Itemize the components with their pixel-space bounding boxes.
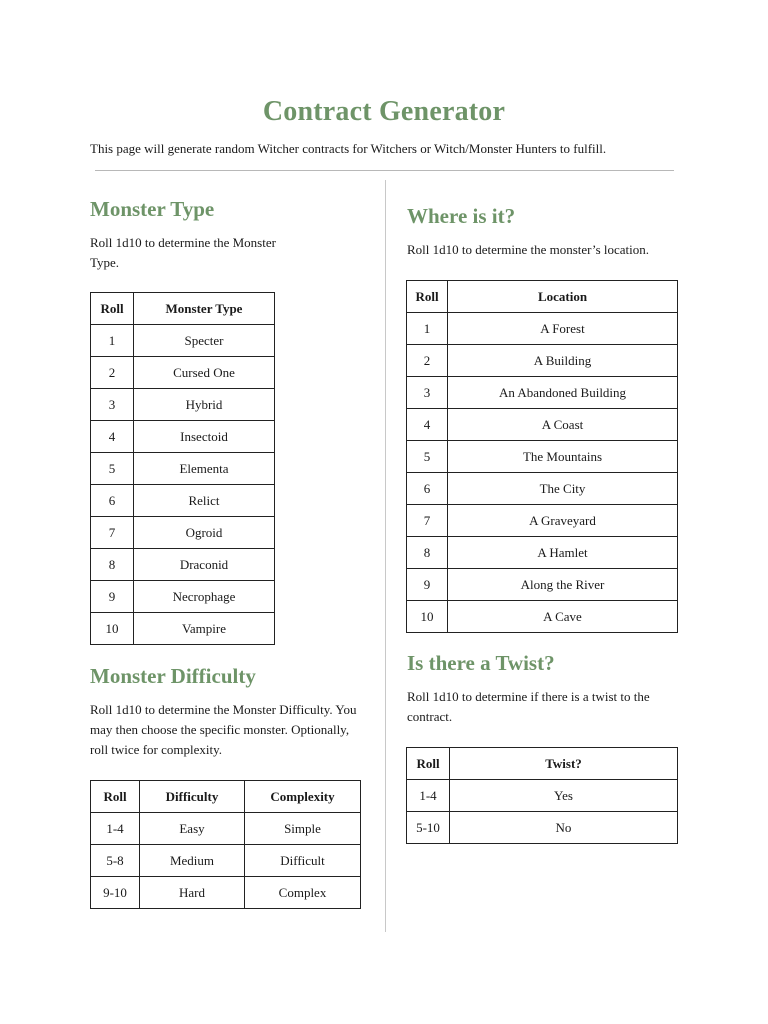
table-cell: 9-10 xyxy=(91,877,140,909)
table-cell: 9 xyxy=(91,581,134,613)
table-cell: A Coast xyxy=(448,409,678,441)
table-cell: Elementa xyxy=(134,453,275,485)
table-row xyxy=(91,613,275,645)
table-cell: Necrophage xyxy=(134,581,275,613)
table-row xyxy=(407,345,678,377)
column-header-location: Location xyxy=(448,281,678,313)
table-cell: A Graveyard xyxy=(448,505,678,537)
table-cell: Vampire xyxy=(134,613,275,645)
table-cell: 3 xyxy=(91,389,134,421)
table-cell: The Mountains xyxy=(448,441,678,473)
table-cell: A Cave xyxy=(448,601,678,633)
location-instructions: Roll 1d10 to determine the monster’s location. xyxy=(407,242,650,257)
table-row xyxy=(91,389,275,421)
table-cell: Ogroid xyxy=(134,517,275,549)
table-header-row xyxy=(91,781,361,813)
column-header-roll: Roll xyxy=(91,293,134,325)
table-row xyxy=(407,409,678,441)
header-divider xyxy=(95,170,674,171)
table-cell: A Building xyxy=(448,345,678,377)
table-cell: Simple xyxy=(245,813,361,845)
table-cell: 10 xyxy=(91,613,134,645)
table-cell: 9 xyxy=(407,569,448,601)
table-row xyxy=(91,549,275,581)
table-cell: 1-4 xyxy=(91,813,140,845)
page-title: Contract Generator xyxy=(262,96,506,127)
table-cell: A Forest xyxy=(448,313,678,345)
table-cell: Complex xyxy=(245,877,361,909)
twist-table xyxy=(406,747,678,844)
table-cell: 10 xyxy=(407,601,448,633)
column-header-roll: Roll xyxy=(91,781,140,813)
monster-type-instructions: Roll 1d10 to determine the Monster Type. xyxy=(90,235,276,270)
table-cell: 2 xyxy=(407,345,448,377)
table-cell: No xyxy=(450,812,678,844)
column-header-difficulty: Difficulty xyxy=(140,781,245,813)
column-header-complexity: Complexity xyxy=(245,781,361,813)
location-table xyxy=(406,280,678,633)
table-cell: Yes xyxy=(450,780,678,812)
table-cell: The City xyxy=(448,473,678,505)
table-cell: Relict xyxy=(134,485,275,517)
table-header-row xyxy=(407,281,678,313)
table-row xyxy=(407,780,678,812)
table-row xyxy=(407,505,678,537)
twist-instructions: Roll 1d10 to determine if there is a twist to the contract. xyxy=(407,689,650,724)
table-cell: Medium xyxy=(140,845,245,877)
table-header-row xyxy=(407,748,678,780)
table-row xyxy=(91,325,275,357)
table-cell: 8 xyxy=(407,537,448,569)
table-row xyxy=(407,569,678,601)
table-cell: Specter xyxy=(134,325,275,357)
table-row xyxy=(407,537,678,569)
table-cell: 7 xyxy=(91,517,134,549)
table-cell: 3 xyxy=(407,377,448,409)
table-row xyxy=(407,812,678,844)
table-row xyxy=(91,877,361,909)
table-cell: 2 xyxy=(91,357,134,389)
table-row xyxy=(91,813,361,845)
monster-difficulty-table xyxy=(90,780,361,909)
table-cell: 1 xyxy=(91,325,134,357)
table-cell: 1-4 xyxy=(407,780,450,812)
table-cell: Cursed One xyxy=(134,357,275,389)
table-cell: 5 xyxy=(407,441,448,473)
table-cell: Insectoid xyxy=(134,421,275,453)
table-cell: 8 xyxy=(91,549,134,581)
table-row xyxy=(91,581,275,613)
table-cell: 5-8 xyxy=(91,845,140,877)
table-row xyxy=(407,313,678,345)
table-cell: Difficult xyxy=(245,845,361,877)
table-row xyxy=(91,453,275,485)
monster-type-table xyxy=(90,292,275,645)
table-row xyxy=(91,357,275,389)
table-row xyxy=(91,421,275,453)
table-row xyxy=(91,845,361,877)
twist-heading: Is there a Twist? xyxy=(407,651,555,675)
intro-text: This page will generate random Witcher contracts for Witchers or Witch/Monster Hunters to fulfill. xyxy=(90,141,607,156)
location-heading: Where is it? xyxy=(407,204,516,228)
column-header-twist: Twist? xyxy=(450,748,678,780)
table-cell: 7 xyxy=(407,505,448,537)
table-row xyxy=(407,441,678,473)
table-row xyxy=(407,473,678,505)
table-cell: 4 xyxy=(91,421,134,453)
monster-difficulty-heading: Monster Difficulty xyxy=(90,664,256,688)
table-header-row xyxy=(91,293,275,325)
table-cell: Easy xyxy=(140,813,245,845)
monster-difficulty-instructions: Roll 1d10 to determine the Monster Difficulty. You may then choose the specific monster. Optionally, roll twice for complexity. xyxy=(90,702,357,757)
table-row xyxy=(407,377,678,409)
table-cell: 1 xyxy=(407,313,448,345)
table-cell: A Hamlet xyxy=(448,537,678,569)
table-cell: An Abandoned Building xyxy=(448,377,678,409)
table-cell: Hybrid xyxy=(134,389,275,421)
column-header-roll: Roll xyxy=(407,281,448,313)
table-row xyxy=(407,601,678,633)
column-divider xyxy=(385,180,386,932)
column-header-monster-type: Monster Type xyxy=(134,293,275,325)
table-row xyxy=(91,517,275,549)
table-cell: 6 xyxy=(407,473,448,505)
table-cell: 4 xyxy=(407,409,448,441)
monster-type-heading: Monster Type xyxy=(90,197,215,221)
table-cell: 5-10 xyxy=(407,812,450,844)
table-cell: 6 xyxy=(91,485,134,517)
table-row xyxy=(91,485,275,517)
table-cell: Draconid xyxy=(134,549,275,581)
table-cell: Along the River xyxy=(448,569,678,601)
column-header-roll: Roll xyxy=(407,748,450,780)
table-cell: Hard xyxy=(140,877,245,909)
table-cell: 5 xyxy=(91,453,134,485)
